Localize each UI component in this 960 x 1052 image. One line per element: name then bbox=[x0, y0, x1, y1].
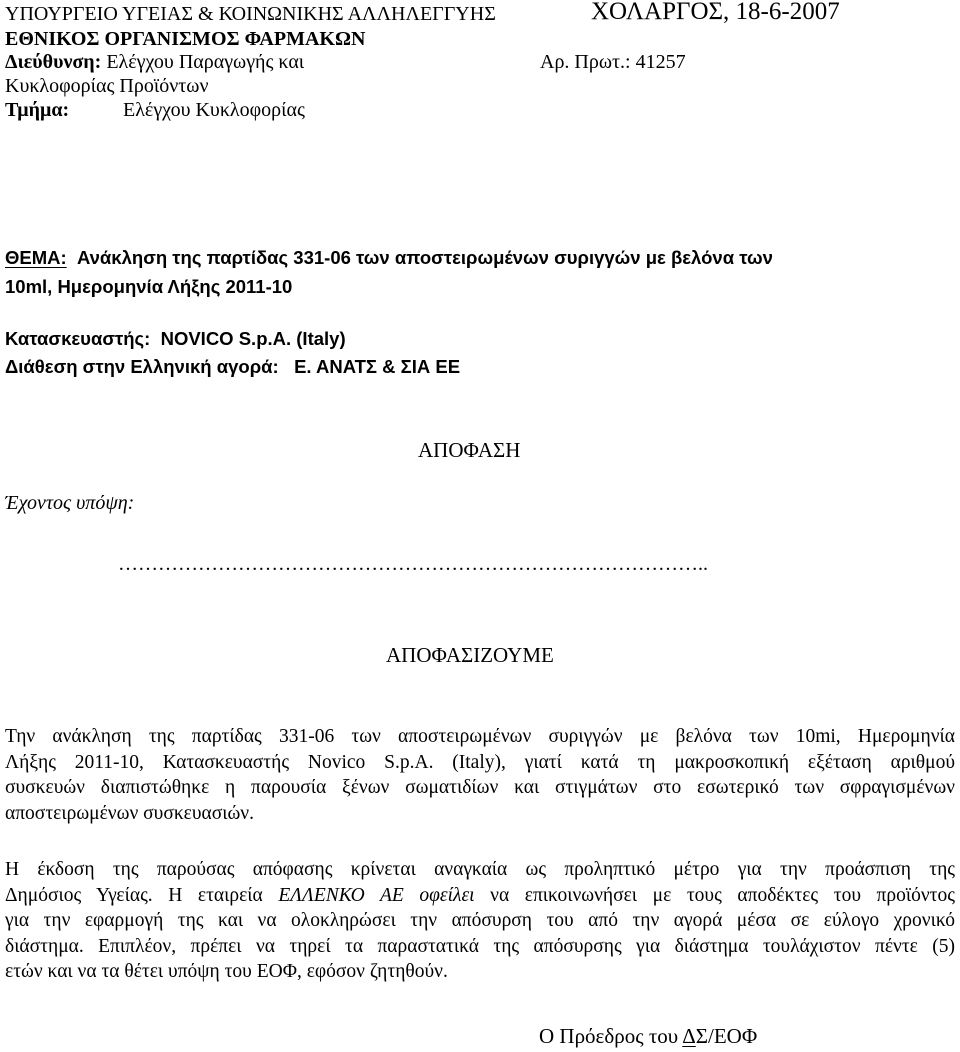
directorate-value-2: Κυκλοφορίας Προϊόντων bbox=[5, 75, 209, 97]
paragraph-2-line-2-end: να επικοινωνήσει με τους αποδέκτες του προϊόντος bbox=[490, 884, 955, 906]
subject-line-2: 10ml, Ημερομηνία Λήξης 2011-10 bbox=[5, 276, 293, 297]
department-value: Ελέγχου Κυκλοφορίας bbox=[123, 99, 305, 121]
organization-name: ΕΘΝΙΚΟΣ ΟΡΓΑΝΙΣΜΟΣ ΦΑΡΜΑΚΩΝ bbox=[5, 28, 366, 50]
manufacturer-label: Κατασκευαστής: bbox=[5, 328, 151, 349]
paragraph-2-line-5: ετών και να τα θέτει υπόψη του ΕΟΦ, εφόσον ζητηθούν. bbox=[5, 961, 448, 982]
considering-label: Έχοντος υπόψη: bbox=[5, 492, 135, 514]
paragraph-1-line-3: συσκευών διαπιστώθηκε η παρουσία ξένων σωματιδίων και στιγμάτων στο εσωτερικό των σφραγισμένων bbox=[5, 777, 955, 798]
we-decide-heading: ΑΠΟΦΑΣΙΖΟΥΜΕ bbox=[386, 643, 554, 667]
directorate-value: Ελέγχου Παραγωγής και bbox=[106, 51, 305, 73]
signature-prefix: Ο Πρόεδρος του bbox=[539, 1024, 683, 1048]
paragraph-1-line-4: αποστειρωμένων συσκευασιών. bbox=[5, 802, 254, 824]
paragraph-2-line-2-start: Δημόσιος Υγείας. Η εταιρεία bbox=[5, 884, 263, 906]
signature-org-rest: Σ/ΕΟΦ bbox=[695, 1024, 758, 1048]
paragraph-1-line-1: Την ανάκληση της παρτίδας 331-06 των αποστειρωμένων συριγγών με βελόνα των 10mi, Ημερομηνία bbox=[5, 726, 955, 747]
department-label: Τμήμα: bbox=[5, 99, 70, 121]
paragraph-1-line-2: Λήξης 2011-10, Κατασκευαστής Novico S.p.A. (Italy), γιατί κατά τη μακροσκοπική εξέταση αριθμού bbox=[5, 751, 955, 773]
company-name: ΕΛΛΕΝΚΟ ΑΕ bbox=[278, 884, 404, 906]
department-line bbox=[5, 98, 305, 122]
signature-org-underlined: Δ bbox=[682, 1024, 696, 1048]
decision-paragraph-1 bbox=[5, 724, 955, 826]
distribution-value: Ε. ΑΝΑΤΣ & ΣΙΑ ΕΕ bbox=[294, 356, 461, 377]
subject-line-1 bbox=[5, 246, 773, 270]
directorate-label: Διεύθυνση: bbox=[5, 51, 102, 73]
subject-label: ΘΕΜΑ: bbox=[5, 247, 67, 268]
protocol-number: Αρ. Πρωτ.: 41257 bbox=[540, 51, 686, 73]
distribution-label: Διάθεση στην Ελληνική αγορά: bbox=[5, 356, 279, 377]
directorate-line bbox=[5, 50, 304, 74]
subject-text-1: Ανάκληση της παρτίδας 331-06 των αποστειρωμένων συριγγών με βελόνα των bbox=[76, 247, 773, 268]
distribution-line bbox=[5, 355, 460, 379]
signature-line bbox=[539, 1024, 757, 1048]
paragraph-2-line-1: Η έκδοση της παρούσας απόφασης κρίνεται αναγκαία ως προληπτικό μέτρο για την προάσπιση της bbox=[5, 859, 955, 880]
ministry-name: ΥΠΟΥΡΓΕΙΟ ΥΓΕΙΑΣ & ΚΟΙΝΩΝΙΚΗΣ ΑΛΛΗΛΕΓΓΥΗΣ bbox=[5, 3, 496, 25]
decision-title: ΑΠΟΦΑΣΗ bbox=[418, 438, 521, 462]
paragraph-2-line-4: διάστημα. Επιπλέον, πρέπει να τηρεί τα παραστατικά της απόσυρσης για διάστημα τουλάχιστον πέντε (5) bbox=[5, 935, 955, 957]
place-date: ΧΟΛΑΡΓΟΣ, 18-6-2007 bbox=[591, 0, 840, 25]
manufacturer-line bbox=[5, 327, 346, 351]
decision-paragraph-2 bbox=[5, 857, 955, 985]
paragraph-2-line-2 bbox=[5, 883, 955, 909]
placeholder-dots: …………………………………………………………………………….. bbox=[118, 553, 708, 575]
obligation-word: οφείλει bbox=[419, 884, 475, 906]
paragraph-2-line-3: για την εφαρμογή της και να ολοκληρώσει την απόσυρση του από την αγορά μέσα σε εύλογο χρονικό bbox=[5, 910, 955, 931]
manufacturer-value: NOVICO S.p.A. (Italy) bbox=[160, 328, 346, 349]
